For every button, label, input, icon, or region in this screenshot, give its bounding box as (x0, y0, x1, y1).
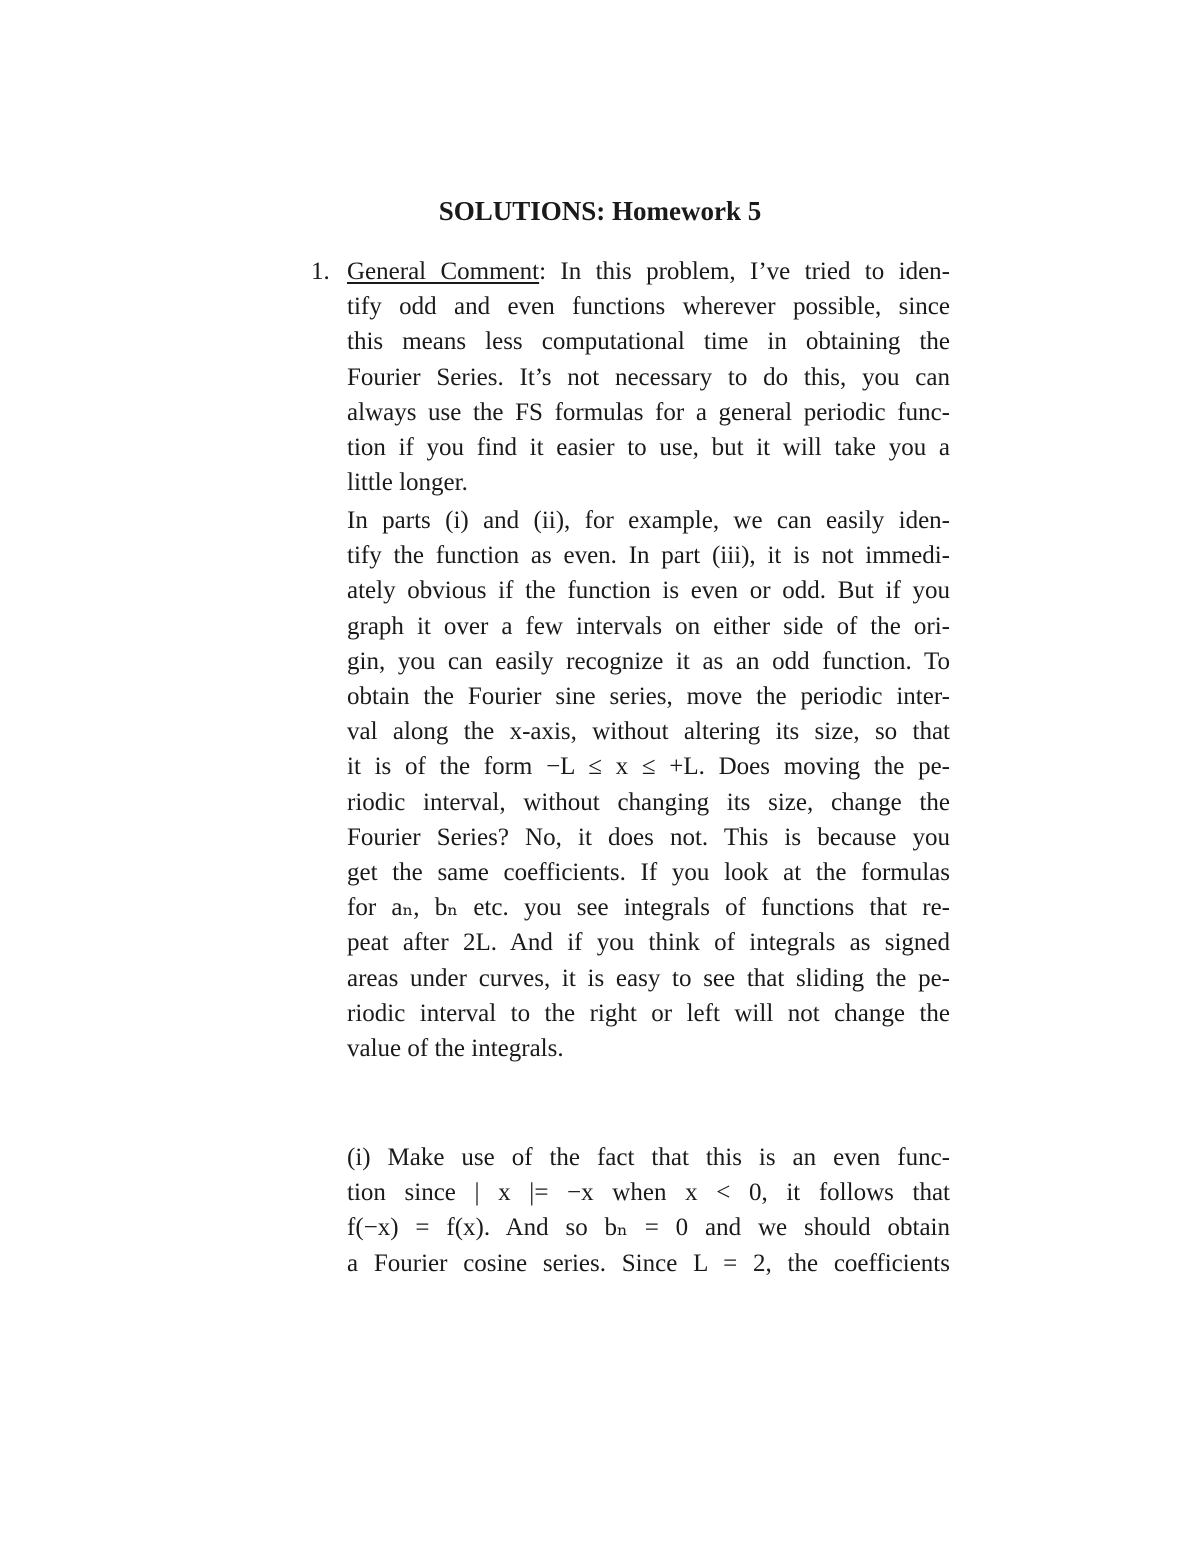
text-line: areas under curves, it is easy to see that sliding the pe- (347, 964, 950, 992)
text-line: val along the x-axis, without altering its size, so that (347, 718, 950, 746)
text-line: get the same coefficients. If you look at the formulas (347, 859, 950, 887)
text-line: (i) Make use of the fact that this is an even func- (347, 1144, 950, 1171)
text-line: this means less computational time in obtaining the (347, 328, 950, 356)
text-line: little longer. (347, 469, 468, 497)
text-line: always use the FS formulas for a general periodic func- (347, 398, 950, 426)
page-title: SOLUTIONS: Homework 5 (438, 196, 762, 226)
text-line (347, 254, 950, 289)
text-line: riodic interval, without changing its size, change the (347, 788, 950, 816)
general-comment-heading: General Comment (347, 258, 540, 285)
text-line: obtain the Fourier sine series, move the periodic inter- (347, 683, 950, 711)
text-line: ately obvious if the function is even or odd. But if you (347, 577, 950, 605)
text-line: tify the function as even. In part (iii), it is not immedi- (347, 542, 950, 570)
item-number: 1. (311, 258, 330, 285)
text-line: tion since | x |= −x when x < 0, it follows that (347, 1179, 950, 1207)
text-line: In parts (i) and (ii), for example, we can easily iden- (347, 507, 950, 534)
paragraph-parts-explanation (347, 503, 950, 1066)
paragraph-general-comment (347, 254, 950, 500)
text-line: graph it over a few intervals on either side of the ori- (347, 612, 950, 640)
text-line: f(−x) = f(x). And so bₙ = 0 and we should obtain (347, 1214, 950, 1242)
text-line: a Fourier cosine series. Since L = 2, the coefficients (347, 1249, 950, 1277)
text-line: peat after 2L. And if you think of integrals as signed (347, 929, 950, 957)
text-line: riodic interval to the right or left will not change the (347, 999, 950, 1027)
text-line: gin, you can easily recognize it as an odd function. To (347, 647, 950, 675)
text-line: value of the integrals. (347, 1035, 564, 1063)
text-line: it is of the form −L ≤ x ≤ +L. Does moving the pe- (347, 753, 950, 781)
text-line: tify odd and even functions wherever possible, since (347, 293, 950, 321)
text-line: tion if you find it easier to use, but it will take you a (347, 434, 950, 462)
text-line: Fourier Series. It’s not necessary to do this, you can (347, 363, 950, 391)
text-line-fragment: : In this problem, I’ve tried to iden- (539, 258, 950, 285)
paragraph-part-i (347, 1140, 950, 1281)
text-line: Fourier Series? No, it does not. This is because you (347, 823, 950, 851)
text-line: for aₙ, bₙ etc. you see integrals of functions that re- (347, 894, 950, 922)
